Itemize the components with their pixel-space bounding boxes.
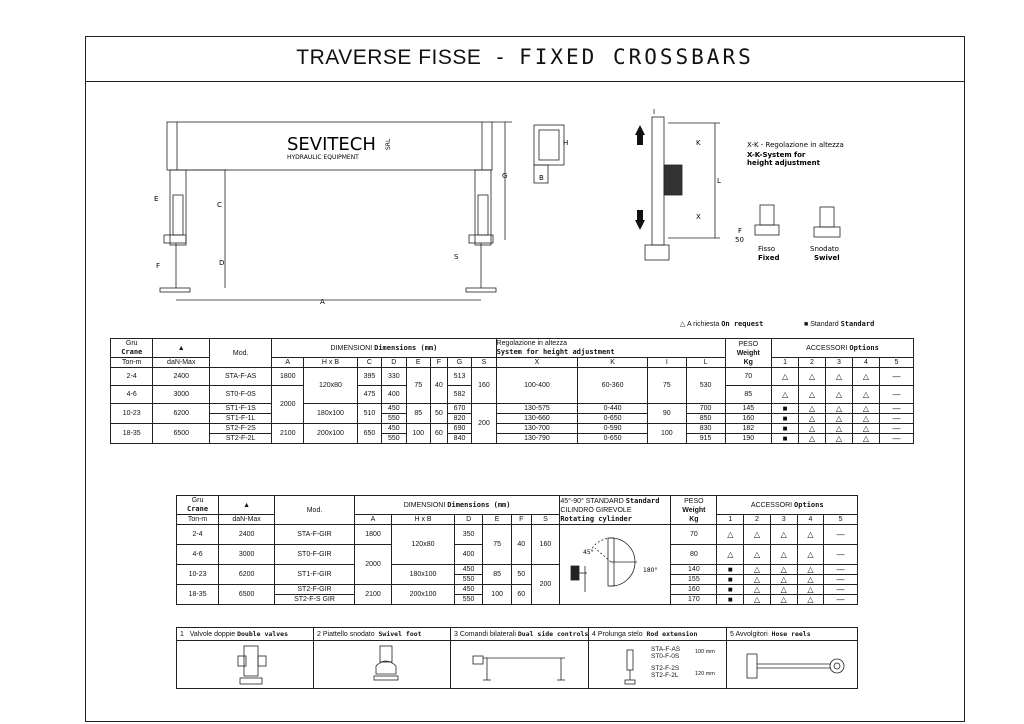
table-cell: △ (799, 434, 826, 444)
hose-reels-icon (741, 646, 851, 686)
xk-italian: X-K - Regolazione in altezza (747, 141, 844, 149)
dim-c: C (217, 201, 222, 209)
table-cell: 650 (357, 424, 381, 444)
table-cell: △ (852, 368, 879, 386)
col-d: D (454, 515, 483, 525)
table-cell: — (879, 386, 913, 404)
table-cell: ST2-F-2L (210, 434, 272, 444)
arrow-up-icon: ▲ (219, 496, 275, 515)
dim-k: K (696, 139, 701, 147)
table-cell: 190 (725, 434, 772, 444)
table-cell: — (824, 585, 858, 595)
option-hose-reels: 5 Avvolgitori Hose reels (727, 628, 857, 688)
table-cell: 2100 (272, 424, 304, 444)
title-main: TRAVERSE FISSE (296, 46, 482, 69)
hdr-danmax: daN-Max (219, 515, 275, 525)
dual-side-controls-icon (465, 646, 575, 686)
table-cell: △ (772, 368, 799, 386)
deg-180: 180° (643, 567, 658, 574)
table-cell: 80 (671, 545, 717, 565)
col-opt-2: 2 (744, 515, 771, 525)
col-c: C (357, 358, 381, 368)
table-cell: 550 (382, 414, 406, 424)
dim-b: B (539, 174, 544, 182)
label-snodato: Snodato (810, 245, 839, 253)
table-cell: 0-650 (578, 434, 648, 444)
table-cell: 200 (531, 565, 560, 605)
col-opt-3: 3 (770, 515, 797, 525)
table-cell: △ (744, 585, 771, 595)
legend-on-request-it: A richiesta (686, 321, 720, 328)
table-cell: ST2-F-GIR (275, 585, 355, 595)
table-cell: △ (799, 404, 826, 414)
table-cell: 40 (430, 368, 447, 404)
col-hb: H x B (304, 358, 358, 368)
table-cell: 180x100 (392, 565, 455, 585)
col-f: F (511, 515, 531, 525)
table-cell: 50 (511, 565, 531, 585)
table-cell: 50 (430, 404, 447, 424)
arrow-up-icon (635, 125, 645, 145)
table-cell: ■ (772, 414, 799, 424)
table-cell: 530 (686, 368, 725, 404)
table-cell: 75 (483, 525, 512, 565)
table-cell: 100 (483, 585, 512, 605)
hdr-weight: PESO Weight Kg (671, 496, 717, 525)
table-cell: 400 (382, 386, 406, 404)
table-cell: 130-575 (496, 404, 578, 414)
table-cell: 10-23 (177, 565, 219, 585)
table-cell: △ (825, 404, 852, 414)
table-cell: STA-F-AS (210, 368, 272, 386)
table-cell: 850 (686, 414, 725, 424)
table-cell: △ (770, 545, 797, 565)
table-cell: 330 (382, 368, 406, 386)
table-cell: 690 (447, 424, 471, 434)
table-cell: 2400 (219, 525, 275, 545)
table-cell: △ (797, 545, 824, 565)
table-cell: ST2-F-S GIR (275, 595, 355, 605)
table-cell: — (879, 368, 913, 386)
table-cell: — (879, 404, 913, 414)
table-cell: 582 (447, 386, 471, 404)
table-cell: 160 (725, 414, 772, 424)
table-cell: 475 (357, 386, 381, 404)
table-cell: △ (797, 585, 824, 595)
legend-on-request-en: On request (721, 320, 764, 328)
table-cell: 4-6 (177, 545, 219, 565)
dim-i: I (653, 108, 656, 116)
table-cell: 513 (447, 368, 471, 386)
label-fisso: Fisso (758, 245, 776, 253)
table-cell: 550 (454, 595, 483, 605)
dim-f2: F (738, 227, 743, 235)
table-cell: 180x100 (304, 404, 358, 424)
col-s: S (472, 358, 496, 368)
table-cell: ST1-F-1L (210, 414, 272, 424)
col-hb: H x B (392, 515, 455, 525)
table-cell: 820 (447, 414, 471, 424)
option-swivel-foot: 2 Piattello snodato Swivel foot (314, 628, 451, 688)
legend-standard-it: Standard (810, 321, 839, 328)
col-s: S (531, 515, 560, 525)
table-cell: △ (799, 386, 826, 404)
hdr-tonm: Ton-m (177, 515, 219, 525)
table-cell: 200x100 (304, 424, 358, 444)
table-cell: — (879, 434, 913, 444)
table-cell: △ (744, 565, 771, 575)
col-f: F (430, 358, 447, 368)
table-cell: 2-4 (177, 525, 219, 545)
table-cell: △ (797, 525, 824, 545)
hdr-dimensions: DIMENSIONI Dimensions (mm) (272, 339, 496, 358)
crossbar-drawing (150, 105, 870, 310)
table-cell: 0-590 (578, 424, 648, 434)
table-cell: △ (799, 368, 826, 386)
table-cell: △ (825, 434, 852, 444)
table-cell: 550 (454, 575, 483, 585)
table-cell: △ (825, 386, 852, 404)
table-cell: ■ (717, 575, 744, 585)
table-cell: 60-360 (578, 368, 648, 404)
swivel-crossbars-table (176, 495, 858, 605)
table-cell: 100-400 (496, 368, 578, 404)
table-cell: 60 (430, 424, 447, 444)
table-cell: — (879, 424, 913, 434)
table-cell: 170 (671, 595, 717, 605)
col-i: I (647, 358, 686, 368)
table-cell: △ (852, 386, 879, 404)
table-cell: △ (852, 414, 879, 424)
arrow-up-icon: ▲ (153, 339, 210, 358)
table-cell: 670 (447, 404, 471, 414)
table-cell: 450 (454, 585, 483, 595)
table-cell: — (824, 525, 858, 545)
hdr-danmax: daN-Max (153, 358, 210, 368)
table-cell: ■ (772, 424, 799, 434)
table-cell: △ (799, 424, 826, 434)
table-cell: 350 (454, 525, 483, 545)
table-cell: △ (825, 424, 852, 434)
table-cell: 100 (647, 424, 686, 444)
table-cell: 550 (382, 434, 406, 444)
col-opt-1: 1 (717, 515, 744, 525)
table-cell: — (824, 565, 858, 575)
table-cell: 2400 (153, 368, 210, 386)
table-cell: 6500 (219, 585, 275, 605)
table-cell: ■ (772, 404, 799, 414)
col-g: G (447, 358, 471, 368)
table-cell: △ (797, 595, 824, 605)
dim-x: X (696, 213, 701, 221)
table-cell: 85 (406, 404, 430, 424)
dim-50: 50 (735, 236, 744, 244)
table-cell: 450 (382, 424, 406, 434)
table-cell: 145 (725, 404, 772, 414)
triangle-icon: △ (680, 321, 686, 328)
table-cell: △ (770, 585, 797, 595)
hdr-weight: PESO Weight Kg (725, 339, 772, 368)
col-opt-4: 4 (852, 358, 879, 368)
table-cell: ■ (772, 434, 799, 444)
option-dual-side-controls: 3 Comandi bilaterali Dual side controls (451, 628, 589, 688)
table-cell: △ (717, 525, 744, 545)
table-cell: △ (797, 565, 824, 575)
table-cell: △ (772, 386, 799, 404)
table-cell: 2100 (354, 585, 391, 605)
table-cell: 395 (357, 368, 381, 386)
col-d: D (382, 358, 406, 368)
table-cell: ■ (717, 595, 744, 605)
table-cell: 100 (406, 424, 430, 444)
table-cell: ST0-F-GIR (275, 545, 355, 565)
table-cell: 155 (671, 575, 717, 585)
table-cell: STA-F-GIR (275, 525, 355, 545)
hdr-standard: 45°-90° STANDARD Standard CILINDRO GIREVOLE Rotating cylinder (560, 496, 671, 525)
table-cell: 160 (531, 525, 560, 565)
col-opt-5: 5 (824, 515, 858, 525)
table-row (177, 585, 858, 595)
title-dash: - (496, 46, 504, 69)
hdr-options: ACCESSORI Options (772, 339, 914, 358)
hdr-dimensions: DIMENSIONI Dimensions (mm) (354, 496, 559, 515)
table-cell: △ (717, 545, 744, 565)
hdr-gru: Gru Crane (111, 339, 153, 358)
dim-e: E (154, 195, 159, 203)
option-rod-extension: 4 Prolunga stelo Rod extension STA-F-AS ST0-F-0S 100 mm ST2-F-2S ST2-F-2L 120 mm (589, 628, 727, 688)
xk-english-2: height adjustment (747, 159, 820, 167)
table-cell: △ (852, 424, 879, 434)
deg-45: 45° (583, 549, 594, 556)
table-row (111, 404, 914, 414)
table-row (177, 565, 858, 575)
table-cell: 75 (647, 368, 686, 404)
dim-a: A (320, 298, 325, 306)
table-cell: 2000 (354, 545, 391, 585)
col-opt-3: 3 (825, 358, 852, 368)
table-cell: 75 (406, 368, 430, 404)
table-cell: 6500 (153, 424, 210, 444)
table-cell: 915 (686, 434, 725, 444)
table-cell: 700 (686, 404, 725, 414)
table-cell: △ (852, 434, 879, 444)
table-row (111, 434, 914, 444)
col-a: A (272, 358, 304, 368)
col-e: E (483, 515, 512, 525)
col-l: L (686, 358, 725, 368)
table-cell: 1800 (272, 368, 304, 386)
table-cell: — (824, 575, 858, 585)
table-cell: 90 (647, 404, 686, 424)
table-cell: 85 (483, 565, 512, 585)
table-cell: 160 (671, 585, 717, 595)
col-opt-4: 4 (797, 515, 824, 525)
table-cell: 4-6 (111, 386, 153, 404)
xk-english-1: X-K-System for (747, 151, 806, 159)
table-row (111, 414, 914, 424)
brand-name: SEVITECH (287, 134, 376, 155)
rotating-cylinder-icon (561, 530, 669, 596)
table-cell: △ (770, 525, 797, 545)
table-cell: 18-35 (111, 424, 153, 444)
hdr-gru: Gru Crane (177, 496, 219, 515)
table-cell: 6200 (153, 404, 210, 424)
table-cell: △ (797, 575, 824, 585)
legend-on-request (680, 320, 763, 328)
col-opt-2: 2 (799, 358, 826, 368)
hdr-options: ACCESSORI Options (717, 496, 858, 515)
table-cell: △ (799, 414, 826, 424)
col-k: K (578, 358, 648, 368)
square-icon: ■ (804, 321, 809, 328)
table-cell: 2000 (272, 386, 304, 424)
dim-h: H (563, 139, 569, 147)
table-cell: 840 (447, 434, 471, 444)
table-cell: 120x80 (392, 525, 455, 565)
dim-g: G (502, 172, 508, 180)
table-cell: 3000 (219, 545, 275, 565)
rod-extension-icon (623, 646, 637, 686)
table-cell: △ (744, 595, 771, 605)
brand-tagline: HYDRAULIC EQUIPMENT (287, 154, 359, 161)
table-cell: 400 (454, 545, 483, 565)
table-cell: 120x80 (304, 368, 358, 404)
dim-d: D (219, 259, 225, 267)
legend-standard-en: Standard (840, 320, 875, 328)
table-cell: 70 (725, 368, 772, 386)
table-cell: 1800 (354, 525, 391, 545)
option-double-valves: 1 Valvole doppie Double valves (177, 628, 314, 688)
col-e: E (406, 358, 430, 368)
table-cell: 182 (725, 424, 772, 434)
table-cell: 160 (472, 368, 496, 404)
table-cell: △ (770, 595, 797, 605)
table-cell: 6200 (219, 565, 275, 585)
table-cell: 450 (454, 565, 483, 575)
table-cell: 830 (686, 424, 725, 434)
table-cell: 60 (511, 585, 531, 605)
table-cell: 510 (357, 404, 381, 424)
options-strip (176, 627, 858, 689)
arrow-down-icon (635, 210, 645, 230)
table-cell: △ (770, 575, 797, 585)
hdr-height-adjust: Regolazione in altezza System for height adjustment (496, 339, 725, 358)
col-opt-5: 5 (879, 358, 913, 368)
table-cell: — (824, 545, 858, 565)
dim-l: L (717, 177, 721, 185)
hdr-mod: Mod. (275, 496, 355, 525)
brand-srl: SRL (385, 138, 392, 150)
label-swivel: Swivel (814, 254, 840, 262)
table-cell: 70 (671, 525, 717, 545)
table-cell: 18-35 (177, 585, 219, 605)
double-valves-icon (232, 642, 272, 688)
dim-f: F (156, 262, 161, 270)
table-cell: △ (744, 545, 771, 565)
col-opt-1: 1 (772, 358, 799, 368)
table-cell: 130-660 (496, 414, 578, 424)
rotating-cylinder-drawing (560, 525, 671, 605)
table-cell: △ (852, 404, 879, 414)
table-cell: ST2-F-2S (210, 424, 272, 434)
table-row (111, 368, 914, 386)
table-cell: △ (744, 525, 771, 545)
table-cell: 40 (511, 525, 531, 565)
col-a: A (354, 515, 391, 525)
table-row (177, 525, 858, 545)
table-cell: 10-23 (111, 404, 153, 424)
table-cell: ST1-F-GIR (275, 565, 355, 585)
rod-extension-values: STA-F-AS ST0-F-0S 100 mm ST2-F-2S ST2-F-2L 120 mm (651, 646, 715, 679)
table-cell: △ (825, 414, 852, 424)
table-cell: 140 (671, 565, 717, 575)
table-cell: △ (825, 368, 852, 386)
hdr-mod: Mod. (210, 339, 272, 368)
table-cell: 85 (725, 386, 772, 404)
table-cell: — (879, 414, 913, 424)
table-cell: 2-4 (111, 368, 153, 386)
table-cell: 0-650 (578, 414, 648, 424)
title-sub: FIXED CROSSBARS (519, 45, 754, 69)
table-cell: 200 (472, 404, 496, 444)
table-cell: △ (770, 565, 797, 575)
table-cell: 130-700 (496, 424, 578, 434)
fixed-crossbars-table (110, 338, 914, 444)
table-cell: 450 (382, 404, 406, 414)
table-cell: — (824, 595, 858, 605)
swivel-foot-icon (372, 644, 402, 686)
table-cell: 3000 (153, 386, 210, 404)
col-x: X (496, 358, 578, 368)
dim-s: S (454, 253, 459, 261)
page-title (85, 36, 965, 82)
label-fixed: Fixed (758, 254, 780, 262)
table-cell: 200x100 (392, 585, 455, 605)
table-cell: 130-790 (496, 434, 578, 444)
table-cell: 0-440 (578, 404, 648, 414)
legend-standard (804, 320, 874, 328)
table-cell: ■ (717, 585, 744, 595)
table-cell: ■ (717, 565, 744, 575)
table-cell: ST1-F-1S (210, 404, 272, 414)
table-cell: ST0-F-0S (210, 386, 272, 404)
dimension-labels (154, 108, 744, 306)
table-cell: △ (744, 575, 771, 585)
hdr-tonm: Ton-m (111, 358, 153, 368)
table-row (111, 424, 914, 434)
